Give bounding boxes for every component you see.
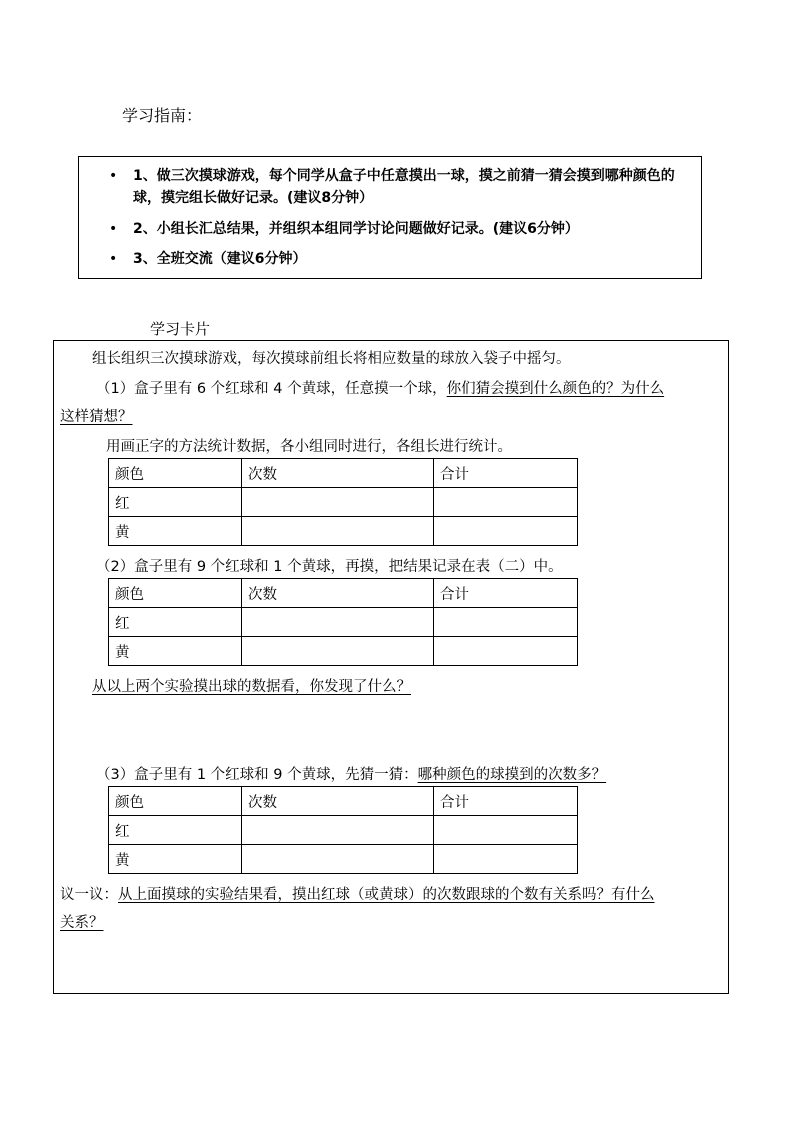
- total-cell[interactable]: [434, 608, 578, 637]
- table-row: [109, 845, 578, 874]
- row-label-red: 红: [109, 488, 242, 517]
- card-title: 学习卡片: [150, 320, 211, 338]
- record-table-2: [108, 578, 578, 666]
- discover-question: 从以上两个实验摸出球的数据看，你发现了什么？: [92, 679, 411, 695]
- discussion-label: 议一议：: [60, 887, 118, 903]
- discussion-line2: 关系？: [60, 915, 104, 931]
- count-cell[interactable]: [242, 488, 434, 517]
- count-cell[interactable]: [242, 637, 434, 666]
- table-row: [109, 517, 578, 546]
- question-1: [96, 379, 664, 399]
- total-cell[interactable]: [434, 845, 578, 874]
- row-label-yellow: 黄: [109, 637, 242, 666]
- question-1-underlined: 你们猜会摸到什么颜色的？为什么: [446, 381, 665, 397]
- record-table-1: [108, 458, 578, 546]
- question-1-text: （1）盒子里有 6 个红球和 4 个黄球，任意摸一个球，: [96, 381, 447, 397]
- method-text: 用画正字的方法统计数据，各小组同时进行，各组长进行统计。: [106, 439, 512, 455]
- table-row: [109, 608, 578, 637]
- guide-item-text: 3、全班交流（建议6分钟）: [133, 251, 307, 267]
- guide-box: [78, 156, 702, 279]
- question-3-text: （3）盒子里有 1 个红球和 9 个黄球，先猜一猜：: [96, 767, 418, 783]
- row-label-yellow: 黄: [109, 845, 242, 874]
- total-cell[interactable]: [434, 637, 578, 666]
- discussion: [60, 885, 655, 905]
- guide-item-text: 2、小组长汇总结果，并组织本组同学讨论问题做好记录。(建议6分钟）: [133, 221, 579, 237]
- header-total: 合计: [434, 579, 578, 608]
- bullet-icon: •: [109, 221, 118, 237]
- bullet-icon: •: [109, 168, 118, 184]
- header-color: 颜色: [109, 459, 242, 488]
- header-color: 颜色: [109, 787, 242, 816]
- discussion-underlined: 从上面摸球的实验结果看，摸出红球（或黄球）的次数跟球的个数有关系吗？有什么: [118, 887, 655, 903]
- header-count: 次数: [242, 459, 434, 488]
- question-1-line2: 这样猜想？: [60, 409, 133, 425]
- header-total: 合计: [434, 459, 578, 488]
- row-label-yellow: 黄: [109, 517, 242, 546]
- count-cell[interactable]: [242, 517, 434, 546]
- table-row: [109, 816, 578, 845]
- count-cell[interactable]: [242, 816, 434, 845]
- table-header-row: [109, 459, 578, 488]
- bullet-icon: •: [109, 251, 118, 267]
- row-label-red: 红: [109, 608, 242, 637]
- header-total: 合计: [434, 787, 578, 816]
- question-3-underlined: 哪种颜色的球摸到的次数多？: [417, 767, 607, 783]
- question-3: [96, 765, 606, 785]
- header-color: 颜色: [109, 579, 242, 608]
- card-intro: 组长组织三次摸球游戏，每次摸球前组长将相应数量的球放入袋子中摇匀。: [92, 351, 571, 367]
- total-cell[interactable]: [434, 517, 578, 546]
- count-cell[interactable]: [242, 608, 434, 637]
- table-row: [109, 637, 578, 666]
- guide-title: 学习指南：: [122, 106, 203, 125]
- table-row: [109, 488, 578, 517]
- total-cell[interactable]: [434, 816, 578, 845]
- count-cell[interactable]: [242, 845, 434, 874]
- study-card: [53, 340, 729, 994]
- table-header-row: [109, 787, 578, 816]
- record-table-3: [108, 786, 578, 874]
- total-cell[interactable]: [434, 488, 578, 517]
- row-label-red: 红: [109, 816, 242, 845]
- question-2: （2）盒子里有 9 个红球和 1 个黄球，再摸，把结果记录在表（二）中。: [96, 559, 563, 575]
- guide-item-text: 1、做三次摸球游戏，每个同学从盒子中任意摸出一球，摸之前猜一猜会摸到哪种颜色的球，摸完组长做好记录。(建议8分钟）: [133, 168, 675, 206]
- table-header-row: [109, 579, 578, 608]
- header-count: 次数: [242, 787, 434, 816]
- header-count: 次数: [242, 579, 434, 608]
